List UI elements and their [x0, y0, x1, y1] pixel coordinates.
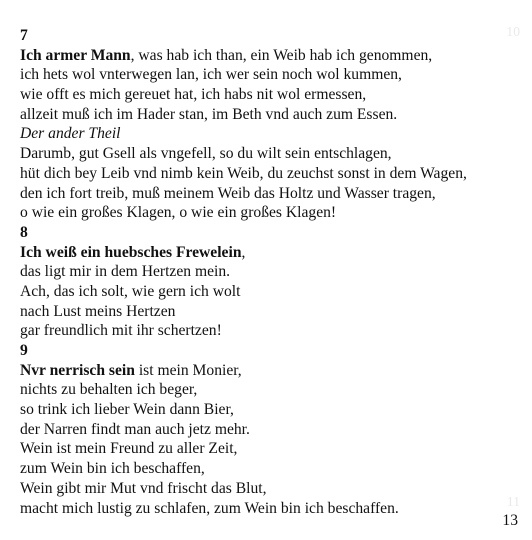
- verse-line: ich hets wol vnterwegen lan, ich wer sein noch wol kummen,: [20, 66, 402, 84]
- page-number: 13: [502, 512, 518, 529]
- song-number: 8: [20, 223, 28, 241]
- verse-line: den ich fort treib, muß meinem Weib das Holtz und Wasser tragen,: [20, 184, 436, 202]
- verse-line: nichts zu behalten ich beger,: [20, 381, 198, 399]
- verse-line: [20, 243, 520, 263]
- song-number: 9: [20, 342, 28, 359]
- verse-line: o wie ein großes Klagen, o wie ein großes Klagen!: [20, 204, 337, 222]
- song-7: [20, 26, 520, 223]
- section-heading: Der ander Theil: [20, 125, 121, 143]
- song-incipit: Ich weiß ein huebsches Frewelein: [20, 243, 242, 261]
- verse-line: gar freundlich mit ihr schertzen!: [20, 322, 222, 340]
- song-9: [20, 341, 520, 518]
- song-number: 7: [20, 27, 28, 44]
- verse-text: ,: [241, 243, 246, 261]
- verse-line: Wein ist mein Freund zu aller Zeit,: [20, 440, 238, 458]
- verse-line: macht mich lustig zu schlafen, zum Wein bin ich beschaffen.: [20, 499, 399, 517]
- verse-line: der Narren findt man auch jetz mehr.: [20, 420, 250, 438]
- verse-line: Darumb, gut Gsell als vngefell, so du wilt sein entschlagen,: [20, 145, 392, 163]
- verse-line: so trink ich lieber Wein dann Bier,: [20, 401, 234, 419]
- bleed-through-line: 10: [506, 24, 520, 39]
- verse-text: ist mein Monier,: [134, 361, 242, 379]
- song-text-page: [20, 26, 520, 518]
- verse-line: Ach, das ich solt, wie gern ich wolt: [20, 282, 241, 300]
- verse-line: [20, 46, 520, 66]
- verse-line: [20, 361, 520, 381]
- verse-text: , was hab ich than, ein Weib hab ich genommen,: [130, 46, 433, 64]
- song-incipit: Nvr nerrisch sein: [20, 361, 135, 379]
- song-8: [20, 223, 520, 341]
- bleed-through-line: 11: [506, 494, 520, 510]
- verse-line: zum Wein bin ich beschaffen,: [20, 460, 205, 478]
- verse-line: das ligt mir in dem Hertzen mein.: [20, 263, 231, 281]
- verse-line: wie offt es mich gereuet hat, ich habs nit wol ermessen,: [20, 86, 367, 104]
- song-incipit: Ich armer Mann: [20, 46, 131, 64]
- verse-line: hüt dich bey Leib vnd nimb kein Weib, du zeuchst sonst in dem Wagen,: [20, 164, 467, 182]
- verse-line: allzeit muß ich im Hader stan, im Beth vnd auch zum Essen.: [20, 105, 398, 123]
- verse-line: Wein gibt mir Mut vnd frischt das Blut,: [20, 479, 267, 497]
- verse-line: nach Lust meins Hertzen: [20, 302, 176, 320]
